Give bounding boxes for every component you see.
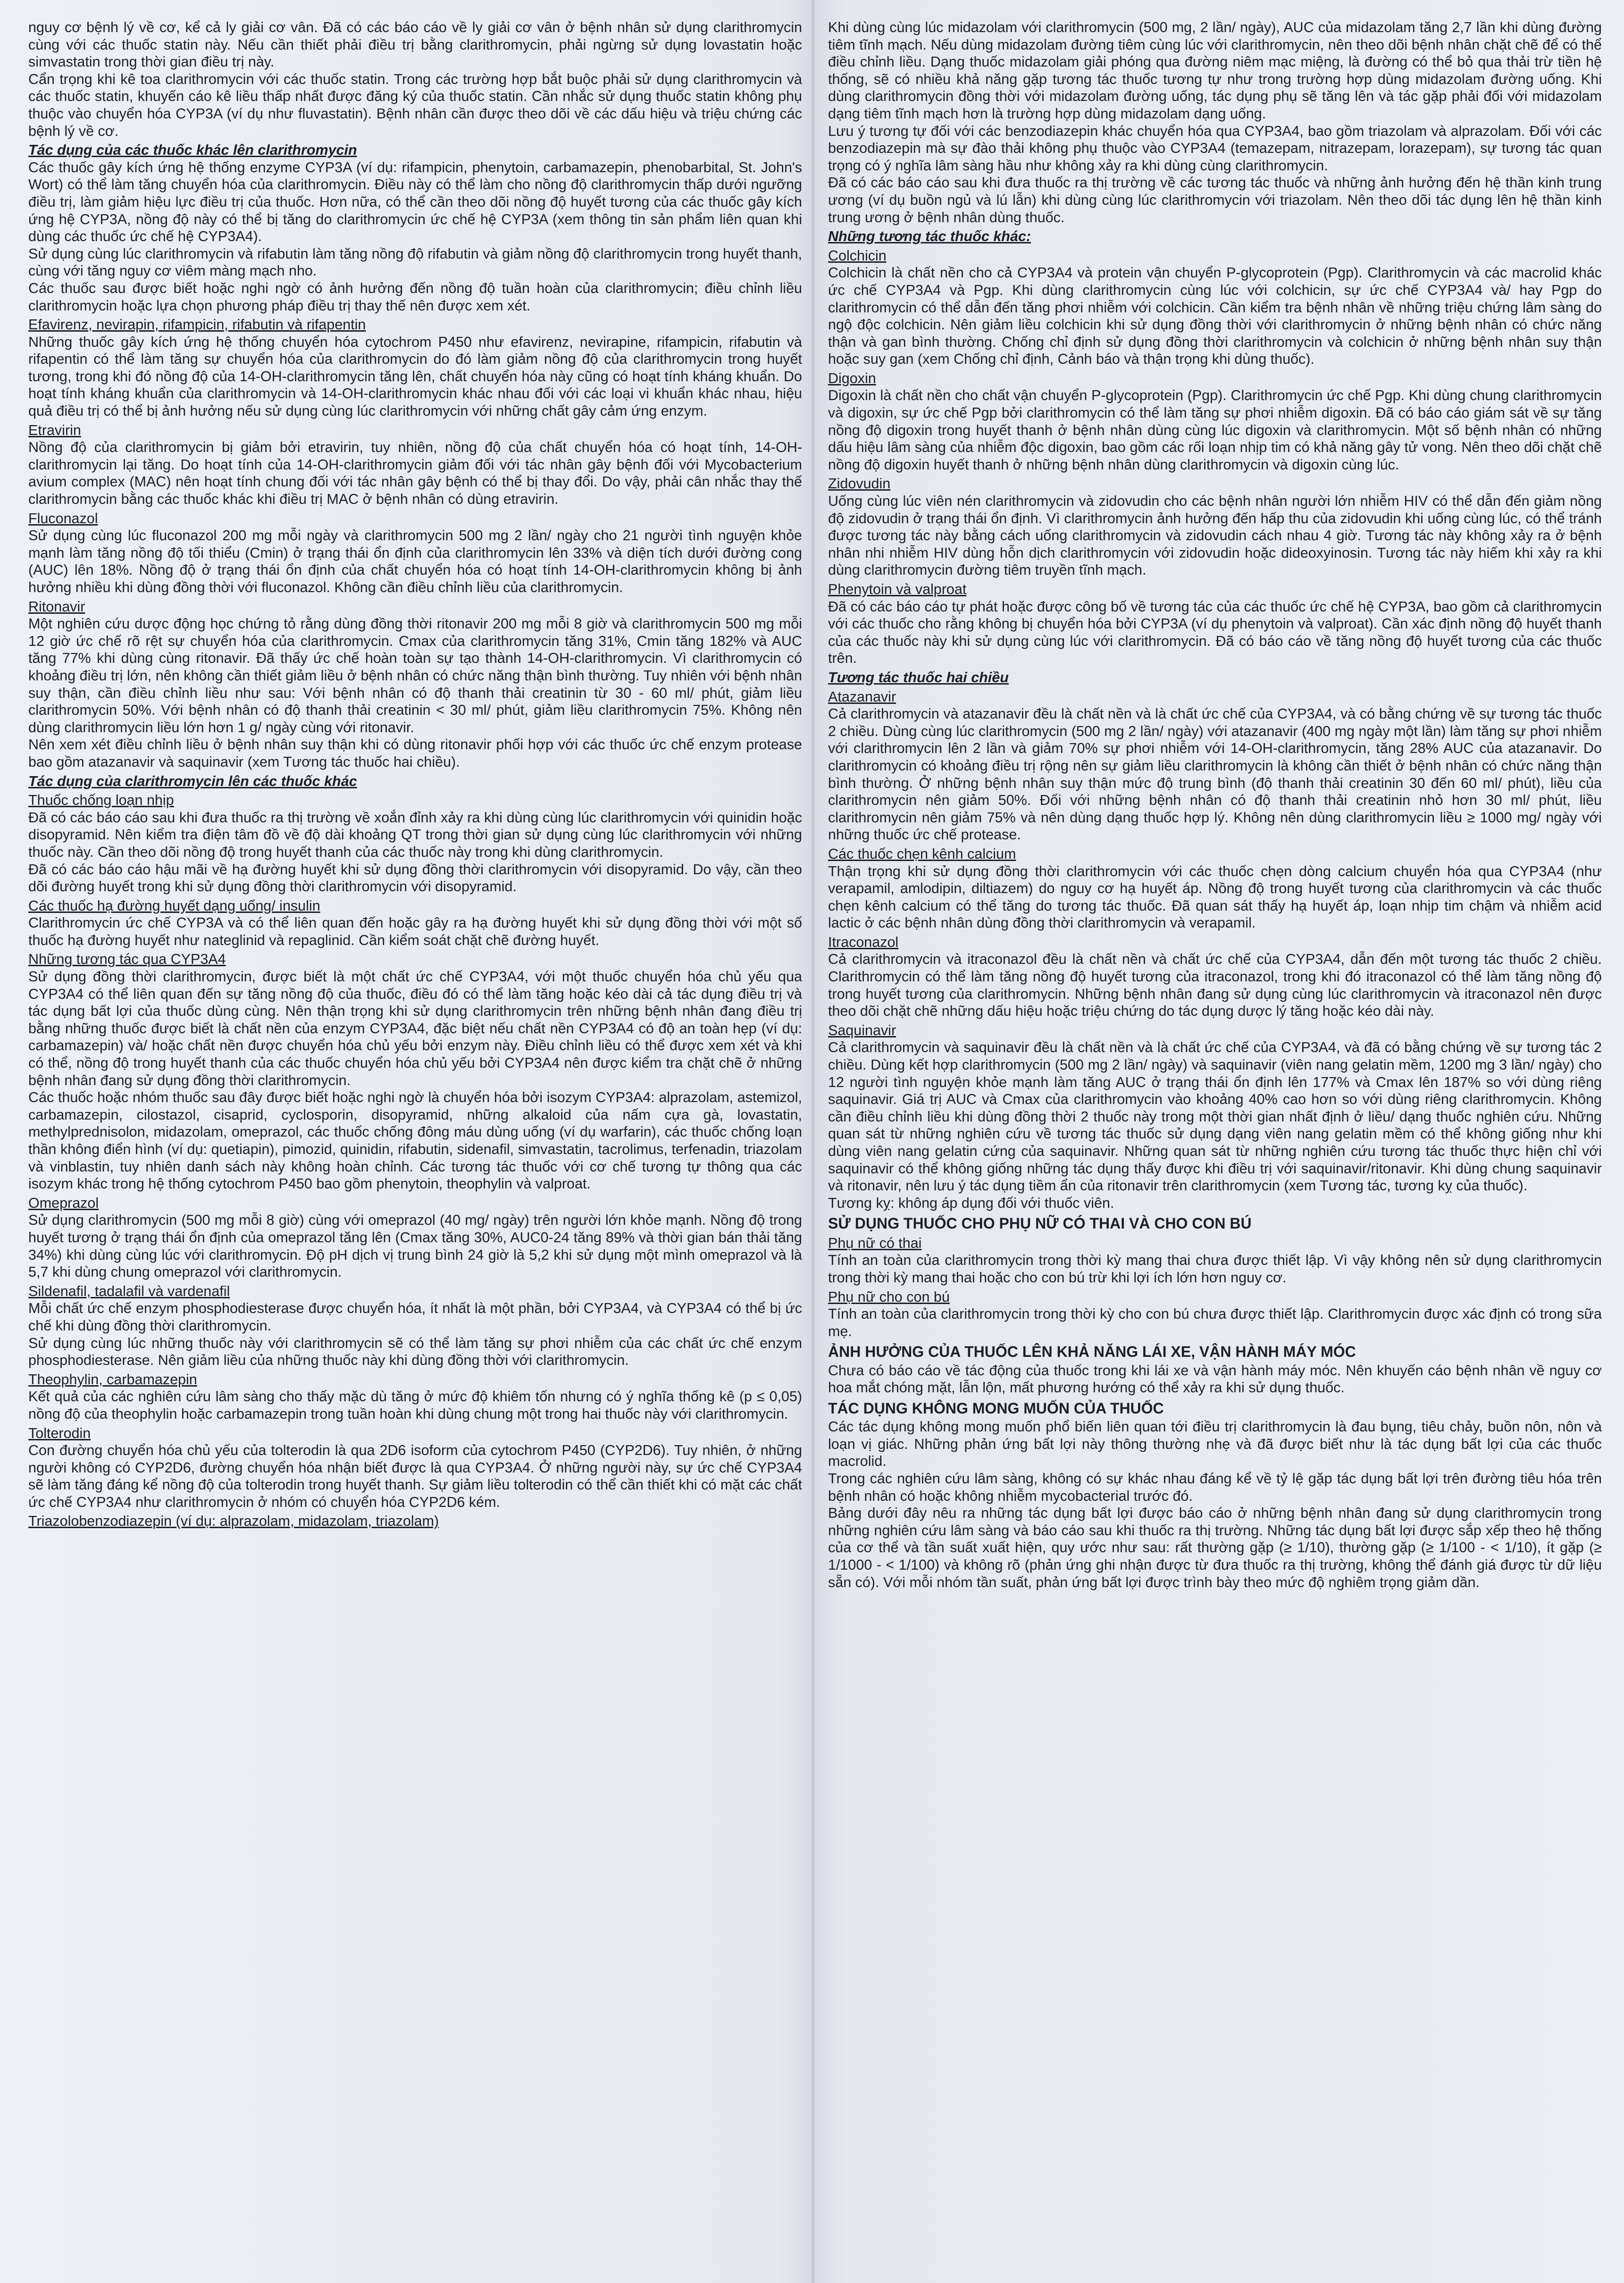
- subheading: Atazanavir: [828, 688, 896, 705]
- subheading: Phụ nữ cho con bú: [828, 1288, 950, 1305]
- paragraph: Đã có các báo cáo sau khi đưa thuốc ra thị trường về xoắn đỉnh xảy ra khi dùng cùng lúc clarithromycin với quinidin hoặc disopyramid. Nên kiểm tra điện tâm đồ về độ dài khoảng QT trong thời gian sử dụng cùng lúc clarithromycin với những thuốc này. Cần theo dõi nồng độ trong huyết thanh của các thuốc này trong khi dùng clarithromycin.: [28, 809, 802, 860]
- paragraph: Digoxin là chất nền cho chất vận chuyển P-glycoprotein (Pgp). Clarithromycin ức chế Pgp. Khi dùng chung clarithromycin và digoxin, sự ức chế Pgp bởi clarithromycin có thể làm tăng sự phơi nhiễm digoxin. Đã có báo cáo giám sát về sự tăng nồng độ digoxin trong huyết thanh ở bệnh nhân dùng cùng lúc digoxin và clarithromycin. Một số bệnh nhân có những dấu hiệu lâm sàng của nhiễm độc digoxin, bao gồm các rối loạn nhịp tim có khả năng gây tử vong. Nên theo dõi chặt chẽ nồng độ digoxin huyết thanh ở những bệnh nhân dùng clarithromycin và digoxin cùng lúc.: [828, 387, 1602, 473]
- subheading: Tolterodin: [28, 1425, 91, 1441]
- section-heading: Tác dụng của các thuốc khác lên clarithromycin: [28, 142, 357, 159]
- paragraph: Các thuốc sau được biết hoặc nghi ngờ có ảnh hưởng đến nồng độ tuần hoàn của clarithromycin; điều chỉnh liều clarithromycin hoặc lựa chọn phương pháp điều trị thay thế nên được xem xét.: [28, 280, 802, 314]
- paragraph: Chưa có báo cáo về tác động của thuốc trong khi lái xe và vận hành máy móc. Nên khuyến cáo bệnh nhân về nguy cơ hoa mắt chóng mặt, lẫn lộn, mất phương hướng có thể xảy ra khi sử dụng thuốc.: [828, 1362, 1602, 1396]
- section-heading: Tương tác thuốc hai chiều: [828, 669, 1009, 686]
- left-column: [28, 19, 802, 2269]
- subheading: Etravirin: [28, 422, 81, 438]
- section-heading: Những tương tác thuốc khác:: [828, 228, 1031, 245]
- subheading: Saquinavir: [828, 1022, 896, 1038]
- major-heading: ẢNH HƯỞNG CỦA THUỐC LÊN KHẢ NĂNG LÁI XE, VẬN HÀNH MÁY MÓC: [828, 1343, 1356, 1361]
- paragraph: Một nghiên cứu dược động học chứng tỏ rằng dùng đồng thời ritonavir 200 mg mỗi 8 giờ và clarithromycin 500 mg mỗi 12 giờ ức chế rõ rệt sự chuyển hóa của clarithromycin. Cmax của clarithromycin tăng 31%, Cmin tăng 182% và AUC tăng 77% khi dùng cùng ritonavir. Đã thấy ức chế hoàn toàn sự tạo thành 14-OH-clarithromycin. Vì clarithromycin có khoảng điều trị lớn, nên không cần thiết giảm liều ở bệnh nhân có chức năng thận bình thường. Tuy nhiên với bệnh nhân suy thận, cần điều chỉnh liều như sau: Với bệnh nhân có độ thanh thải creatinin từ 30 - 60 ml/ phút, giảm liều clarithromycin 50%. Với bệnh nhân có độ thanh thải creatinin < 30 ml/ phút, giảm liều clarithromycin 75%. Không nên dùng clarithromycin liều lớn hơn 1 g/ ngày cùng với ritonavir.: [28, 616, 802, 736]
- subheading: Fluconazol: [28, 510, 98, 527]
- subheading: Digoxin: [828, 370, 876, 386]
- paragraph: Sử dụng clarithromycin (500 mg mỗi 8 giờ) cùng với omeprazol (40 mg/ ngày) trên người lớn khỏe mạnh. Nồng độ trong huyết tương ở trạng thái ổn định của omeprazol tăng lên (Cmax tăng 30%, AUC0-24 tăng 89% và thời gian bán thải tăng 34%) khi dùng cùng lúc với clarithromycin. Độ pH dịch vị trung bình 24 giờ là 5,2 khi sử dụng một mình omeprazol và là 5,7 khi dùng chung omeprazol với clarithromycin.: [28, 1212, 802, 1280]
- subheading: Thuốc chống loạn nhịp: [28, 792, 174, 809]
- subheading: Phụ nữ có thai: [828, 1235, 922, 1251]
- subheading: Sildenafil, tadalafil và vardenafil: [28, 1283, 230, 1299]
- paragraph: Sử dụng cùng lúc fluconazol 200 mg mỗi ngày và clarithromycin 500 mg 2 lần/ ngày cho 21 người tình nguyện khỏe mạnh làm tăng nồng độ tối thiểu (Cmin) ở trạng thái ổn định của clarithromycin lên 33% và diện tích dưới đường cong (AUC) lên 18%. Nồng độ ở trạng thái ổn định của chất chuyển hóa có hoạt tính 14-OH-clarithromycin không bị ảnh hưởng nhiều khi dùng đồng thời với fluconazol. Không cần điều chỉnh liều của clarithromycin.: [28, 527, 802, 595]
- subheading: Các thuốc chẹn kênh calcium: [828, 845, 1016, 862]
- paragraph: Đã có các báo cáo sau khi đưa thuốc ra thị trường về các tương tác thuốc và những ảnh hưởng đến hệ thần kinh trung ương (ví dụ buồn ngủ và lú lẫn) khi dùng cùng lúc clarithromycin với triazolam. Nên theo dõi tác dụng lên hệ thần kinh trung ương ở bệnh nhân dùng thuốc.: [828, 175, 1602, 226]
- subheading: Ritonavir: [28, 598, 85, 615]
- paragraph: Uống cùng lúc viên nén clarithromycin và zidovudin cho các bệnh nhân người lớn nhiễm HIV có thể dẫn đến giảm nồng độ zidovudin ở trạng thái ổn định. Vì clarithromycin ảnh hưởng đến hấp thu của zidovudin khi uống cùng lúc, có thể tránh được tương tác này bằng cách uống clarithromycin và zidovudin cách nhau 4 giờ. Tương tác này không xảy ra ở bệnh nhân nhi nhiễm HIV dùng hỗn dịch clarithromycin với zidovudin hoặc dideoxyinosin. Tương tác này hiếm khi xảy ra khi dùng clarithromycin đường tiêm truyền tĩnh mạch.: [828, 493, 1602, 578]
- section-heading: Tác dụng của clarithromycin lên các thuốc khác: [28, 773, 357, 789]
- paragraph: Các thuốc hoặc nhóm thuốc sau đây được biết hoặc nghi ngờ là chuyển hóa bởi isozym CYP3A4: alprazolam, astemizol, carbamazepin, cilostazol, cisaprid, cyclosporin, disopyramid, những alkaloid của nấm cựa gà, lovastatin, methylprednisolon, midazolam, omeprazol, các thuốc chống đông máu dùng uống (ví dụ warfarin), các thuốc chống loạn thần không điển hình (ví dụ: quetiapin), pimozid, quinidin, rifabutin, sidenafil, simvastatin, tacrolimus, terfenadin, triazolam và vinblastin, tuy nhiên danh sách này không hoàn chỉnh. Các tương tác thuốc với cơ chế tương tự thông qua các isozym khác trong hệ thống cytochrom P450 bao gồm phenytoin, theophylin và valproat.: [28, 1089, 802, 1192]
- paragraph: Cẩn trọng khi kê toa clarithromycin với các thuốc statin. Trong các trường hợp bắt buộc phải sử dụng clarithromycin và các thuốc statin, khuyến cáo kê liều thấp nhất được đăng ký của thuốc statin. Cần nhắc sử dụng thuốc statin không phụ thuộc vào chuyển hóa CYP3A (ví dụ như fluvastatin). Bệnh nhân cần được theo dõi về các dấu hiệu và triệu chứng các bệnh lý về cơ.: [28, 71, 802, 139]
- subheading: Colchicin: [828, 247, 887, 264]
- paragraph: Con đường chuyển hóa chủ yếu của tolterodin là qua 2D6 isoform của cytochrom P450 (CYP2D6). Tuy nhiên, ở những người không có CYP2D6, đường chuyển hóa nhận biết được là qua CYP3A4. Ở những người này, sự ức chế CYP3A4 sẽ làm tăng đáng kể nồng độ của tolterodin trong huyết thanh. Sự giảm liều tolterodin có thể cần thiết khi có mặt các chất ức chế CYP3A4 như clarithromycin ở nhóm có chuyển hóa CYP2D6 kém.: [28, 1442, 802, 1510]
- paragraph: nguy cơ bệnh lý về cơ, kể cả ly giải cơ vân. Đã có các báo cáo về ly giải cơ vân ở bệnh nhân sử dụng clarithromycin cùng với các thuốc statin này. Nếu cần thiết phải điều trị bằng clarithromycin, phải ngừng sử dụng lovastatin hoặc simvastatin trong thời gian điều trị này.: [28, 19, 802, 70]
- paragraph: Nồng độ của clarithromycin bị giảm bởi etravirin, tuy nhiên, nồng độ của chất chuyển hóa có hoạt tính, 14-OH-clarithromycin lại tăng. Do hoạt tính của 14-OH-clarithromycin giảm đối với tác nhân gây bệnh đối với Mycobacterium avium complex (MAC) nên hoạt tính chung đối với tác nhân gây bệnh có thể bị thay đổi. Do vậy, phải cân nhắc thay thế clarithromycin bằng các thuốc khác khi điều trị MAC ở bệnh nhân có dùng etravirin.: [28, 439, 802, 508]
- page-fold: [811, 0, 815, 2283]
- paragraph: Kết quả của các nghiên cứu lâm sàng cho thấy mặc dù tăng ở mức độ khiêm tốn nhưng có ý nghĩa thống kê (p ≤ 0,05) nồng độ của theophylin hoặc carbamazepin trong tuần hoàn khi dùng chung một trong hai thuốc này với clarithromycin.: [28, 1388, 802, 1422]
- paragraph: Các thuốc gây kích ứng hệ thống enzyme CYP3A (ví dụ: rifampicin, phenytoin, carbamazepin, phenobarbital, St. John's Wort) có thể làm tăng chuyển hóa của clarithromycin. Điều này có thể làm cho nồng độ clarithromycin thấp dưới ngưỡng điều trị, làm giảm hiệu lực điều trị của thuốc. Hơn nữa, có thể cần theo dõi nồng độ huyết tương của các thuốc gây kích ứng hệ CYP3A, nồng độ này có thể bị tăng do clarithromycin ức chế hệ CYP3A (xem thông tin sản phẩm liên quan khi dùng các thuốc ức chế hệ CYP3A4).: [28, 159, 802, 245]
- paragraph: Tương kỵ: không áp dụng đối với thuốc viên.: [828, 1195, 1114, 1211]
- major-heading: SỬ DỤNG THUỐC CHO PHỤ NỮ CÓ THAI VÀ CHO CON BÚ: [828, 1215, 1252, 1232]
- paragraph: Mỗi chất ức chế enzym phosphodiesterase được chuyển hóa, ít nhất là một phần, bởi CYP3A4, và CYP3A4 có thể bị ức chế khi dùng đồng thời clarithromycin.: [28, 1300, 802, 1334]
- paragraph: Trong các nghiên cứu lâm sàng, không có sự khác nhau đáng kể về tỷ lệ gặp tác dụng bất lợi trên đường tiêu hóa trên bệnh nhân có hoặc không nhiễm mycobacterial trước đó.: [828, 1471, 1602, 1504]
- paragraph: Tính an toàn của clarithromycin trong thời kỳ cho con bú chưa được thiết lập. Clarithromycin được xác định có trong sữa mẹ.: [828, 1306, 1602, 1339]
- paragraph: Đã có các báo cáo tự phát hoặc được công bố về tương tác của các thuốc ức chế hệ CYP3A, bao gồm cả clarithromycin với các thuốc cho rằng không bị chuyển hóa bởi CYP3A (ví dụ phenytoin và valproat). Cần xác định nồng độ huyết thanh của các thuốc này khi sử dụng cùng lúc với clarithromycin. Đã có báo cáo về tăng nồng độ huyết tương của các thuốc trên.: [828, 598, 1602, 667]
- paragraph: Nên xem xét điều chỉnh liều ở bệnh nhân suy thận khi có dùng ritonavir phối hợp với các thuốc ức chế enzym protease bao gồm atazanavir và saquinavir (xem Tương tác thuốc hai chiều).: [28, 736, 802, 770]
- major-heading: TÁC DỤNG KHÔNG MONG MUỐN CỦA THUỐC: [828, 1399, 1164, 1417]
- subheading: Theophylin, carbamazepin: [28, 1371, 197, 1388]
- right-column: [828, 19, 1602, 2269]
- paragraph: Colchicin là chất nền cho cả CYP3A4 và protein vận chuyển P-glycoprotein (Pgp). Clarithromycin và các macrolid khác ức chế CYP3A4 và Pgp. Khi dùng clarithromycin cùng lúc với colchicin, sự ức chế CYP3A4 và/ hay Pgp do clarithromycin có thể dẫn đến tăng phơi nhiễm với colchicin. Cần kiểm tra bệnh nhân về những triệu chứng lâm sàng do ngộ độc colchicin. Nên giảm liều colchicin khi sử dụng đồng thời với clarithromycin ở những bệnh nhân có chức năng thận và gan bình thường. Chống chỉ định sử dụng đồng thời clarithromycin và colchicin ở những bệnh nhân suy thận hoặc suy gan (xem Chống chỉ định, Cảnh báo và thận trọng khi dùng thuốc).: [828, 265, 1602, 368]
- subheading: Phenytoin và valproat: [828, 581, 967, 597]
- paragraph: Tính an toàn của clarithromycin trong thời kỳ mang thai chưa được thiết lập. Vì vậy không nên sử dụng clarithromycin trong thời kỳ mang thai hoặc cho con bú trừ khi lợi ích lớn hơn nguy cơ.: [828, 1252, 1602, 1286]
- paragraph: Cả clarithromycin và itraconazol đều là chất nền và chất ức chế của CYP3A4, dẫn đến một tương tác thuốc 2 chiều. Clarithromycin có thể làm tăng nồng độ huyết tương của itraconazol, trong khi đó itraconazol có thể làm tăng nồng độ trong huyết tương của clarithromycin. Những bệnh nhân đang sử dụng cùng lúc clarithromycin và itraconazol nên được theo dõi chặt chẽ những dấu hiệu hoặc triệu chứng do tác dụng dược lý tăng hoặc kéo dài này.: [828, 951, 1602, 1020]
- paragraph: Khi dùng cùng lúc midazolam với clarithromycin (500 mg, 2 lần/ ngày), AUC của midazolam tăng 2,7 lần khi dùng đường tiêm tĩnh mạch. Nếu dùng midazolam đường tiêm cùng lúc với clarithromycin, nên theo dõi bệnh nhân chặt chẽ để có thể điều chỉnh liều. Dạng thuốc midazolam giải phóng qua đường niêm mạc miệng, là đường có thể bỏ qua thải trừ tiền hệ thống, sẽ có nhiều khả năng gặp tương tác thuốc tương tự như trong trường hợp dùng midazolam đường uống. Khi dùng clarithromycin đồng thời với midazolam đường uống, tác dụng phụ sẽ tăng lên và tác gặp phải đối với midazolam dạng tiêm tĩnh mạch hơn là trường hợp dùng midazolam dạng uống.: [828, 19, 1602, 122]
- subheading: Itraconazol: [828, 934, 899, 950]
- paragraph: Sử dụng đồng thời clarithromycin, được biết là một chất ức chế CYP3A4, với một thuốc chuyển hóa chủ yếu qua CYP3A4 có thể liên quan đến sự tăng nồng độ của thuốc, điều đó có thể làm tăng hoặc kéo dài cả tác dụng điều trị và tác dụng bất lợi của thuốc dùng cùng. Nên thận trọng khi sử dụng clarithromycin trên những bệnh nhân đang điều trị bằng những thuốc được biết là chất nền của enzym CYP3A4, đặc biệt nếu chất nền CYP3A4 có độ an toàn hẹp (ví dụ: carbamazepin) và/ hoặc chất nền được chuyển hóa chủ yếu bởi enzym này. Điều chỉnh liều có thể được xem xét và khi có thể, nồng độ trong huyết thanh của các thuốc chuyển hóa chủ yếu bởi CYP3A4 nên được kiểm tra chặt chẽ ở những bệnh nhân đang sử dụng đồng thời clarithromycin.: [28, 969, 802, 1088]
- paragraph: Clarithromycin ức chế CYP3A và có thể liên quan đến hoặc gây ra hạ đường huyết khi sử dụng đồng thời với một số thuốc hạ đường huyết như nateglinid và repaglinid. Cần kiểm soát chặt chẽ đường huyết.: [28, 915, 802, 948]
- subheading: Omeprazol: [28, 1195, 99, 1211]
- subheading: Zidovudin: [828, 476, 891, 492]
- paragraph: Đã có các báo cáo hậu mãi về hạ đường huyết khi sử dụng đồng thời clarithromycin với disopyramid. Do vậy, cần theo dõi đường huyết trong khi sử dụng đồng thời clarithromycin với disopyramid.: [28, 861, 802, 895]
- paragraph: Sử dụng cùng lúc những thuốc này với clarithromycin sẽ có thể làm tăng sự phơi nhiễm của các chất ức chế enzym phosphodiesterase. Nên giảm liều của những thuốc này khi dùng đồng thời với clarithromycin.: [28, 1335, 802, 1369]
- paragraph: Cả clarithromycin và atazanavir đều là chất nền và là chất ức chế của CYP3A4, và có bằng chứng về sự tương tác thuốc 2 chiều. Dùng cùng lúc clarithromycin (500 mg 2 lần/ ngày) với atazanavir (400 mg ngày một lần) làm tăng sự phơi nhiễm với clarithromycin lên 2 lần và giảm 70% sự phơi nhiễm với 14-OH-clarithromycin, tăng 28% AUC của atazanavir. Do clarithromycin có khoảng điều trị rộng nên sự giảm liều clarithromycin là không cần thiết ở bệnh nhân có chức năng thận bình thường. Ở những bệnh nhân suy thận mức độ trung bình (độ thanh thải creatinin 30 đến 60 ml/ phút), liều của clarithromycin nên giảm 50%. Đối với những bệnh nhân có độ thanh thải creatinin nhỏ hơn 30 ml/ phút, liều clarithromycin nên giảm 75% và nên dùng dạng thuốc hợp lý. Không nên dùng clarithromycin liều ≥ 1000 mg/ ngày với những thuốc ức chế protease.: [828, 706, 1602, 843]
- paragraph: Cả clarithromycin và saquinavir đều là chất nền và là chất ức chế của CYP3A4, và đã có bằng chứng về sự tương tác 2 chiều. Dùng kết hợp clarithromycin (500 mg 2 lần/ ngày) và saquinavir (viên nang gelatin mềm, 1200 mg 3 lần/ ngày) cho 12 người tình nguyện khỏe mạnh làm tăng AUC ở trạng thái ổn định lên 177% và Cmax lên 187% so với dùng riêng saquinavir. Giá trị AUC và Cmax của clarithromycin vào khoảng 40% cao hơn so với dùng riêng clarithromycin. Không cần điều chỉnh liều khi dùng đồng thời 2 thuốc này trong một thời gian nhất định ở liều/ dạng thuốc nghiên cứu. Những quan sát từ những nghiên cứu về tương tác thuốc sử dụng dạng viên nang gelatin mềm có thể không giống như khi dùng viên nang gelatin cứng của saquinavir. Những quan sát từ những nghiên cứu tương tác thuốc thực hiện chỉ với saquinavir có thể không giống những tác dụng thấy được khi điều trị với saquinavir/ritonavir. Khi dùng chung saquinavir và ritonavir, nên lưu ý tác dụng tiềm ẩn của ritonavir trên clarithromycin (xem Tương tác, tương kỵ của thuốc).: [828, 1039, 1602, 1194]
- subheading: Triazolobenzodiazepin (ví dụ: alprazolam, midazolam, triazolam): [28, 1513, 439, 1530]
- subheading: Efavirenz, nevirapin, rifampicin, rifabutin và rifapentin: [28, 317, 366, 333]
- subheading: Các thuốc hạ đường huyết dạng uống/ insulin: [28, 897, 320, 914]
- paragraph: Những thuốc gây kích ứng hệ thống chuyển hóa cytochrom P450 như efavirenz, nevirapine, rifampicin, rifabutin và rifapentin có thể làm tăng sự chuyển hóa của clarithromycin do đó làm giảm nồng độ của clarithromycin trong huyết tương, trong khi đó nồng độ của 14-OH-clarithromycin tăng lên, chất chuyển hóa này cũng có hoạt tính kháng khuẩn. Do hoạt tính kháng khuẩn của clarithromycin và 14-OH-clarithromycin khác nhau đối với các loại vi khuẩn khác nhau, hiệu quả điều trị có thể bị ảnh hưởng nếu sử dụng cùng lúc clarithromycin với những chất gây cảm ứng enzym.: [28, 334, 802, 419]
- subheading: Những tương tác qua CYP3A4: [28, 951, 226, 968]
- paragraph: Lưu ý tương tự đối với các benzodiazepin khác chuyển hóa qua CYP3A4, bao gồm triazolam và alprazolam. Đối với các benzodiazepin mà sự đào thải không phụ thuộc vào CYP3A4 (temazepam, nitrazepam, lorazepam), sự tương tác quan trọng có ý nghĩa lâm sàng hầu như không xảy ra khi dùng cùng clarithromycin.: [828, 123, 1602, 174]
- paragraph: Các tác dụng không mong muốn phổ biến liên quan tới điều trị clarithromycin là đau bụng, tiêu chảy, buồn nôn, nôn và loạn vị giác. Những phản ứng bất lợi này thông thường nhẹ và đã được biết như là tác dụng bất lợi của các thuốc macrolid.: [828, 1419, 1602, 1470]
- paragraph: Thận trọng khi sử dụng đồng thời clarithromycin với các thuốc chẹn dòng calcium chuyển hóa qua CYP3A4 (như verapamil, amlodipin, diltiazem) do nguy cơ hạ huyết áp. Nồng độ trong huyết tương của clarithromycin và các thuốc chẹn kênh calcium có thể tăng do tương tác thuốc. Đã quan sát thấy hạ huyết áp, loạn nhịp tim chậm và nhiễm acid lactic ở các bệnh nhân dùng đồng thời clarithromycin và verapamil.: [828, 863, 1602, 931]
- paragraph: Bảng dưới đây nêu ra những tác dụng bất lợi được báo cáo ở những bệnh nhân đang sử dụng clarithromycin trong những nghiên cứu lâm sàng và báo cáo sau khi thuốc ra thị trường. Những tác dụng bất lợi được sắp xếp theo hệ thống của cơ thể và tần suất xuất hiện, quy ước như sau: rất thường gặp (≥ 1/10), thường gặp (≥ 1/100 - < 1/10), ít gặp (≥ 1/1000 - < 1/100) và không rõ (phản ứng ghi nhận được từ đưa thuốc ra thị trường, không thể đánh giá được từ dữ liệu sẵn có). Với mỗi nhóm tần suất, phản ứng bất lợi được trình bày theo mức độ nghiêm trọng giảm dần.: [828, 1505, 1602, 1590]
- paragraph: Sử dụng cùng lúc clarithromycin và rifabutin làm tăng nồng độ rifabutin và giảm nồng độ clarithromycin trong huyết thanh, cùng với tăng nguy cơ viêm màng mạch nho.: [28, 245, 802, 279]
